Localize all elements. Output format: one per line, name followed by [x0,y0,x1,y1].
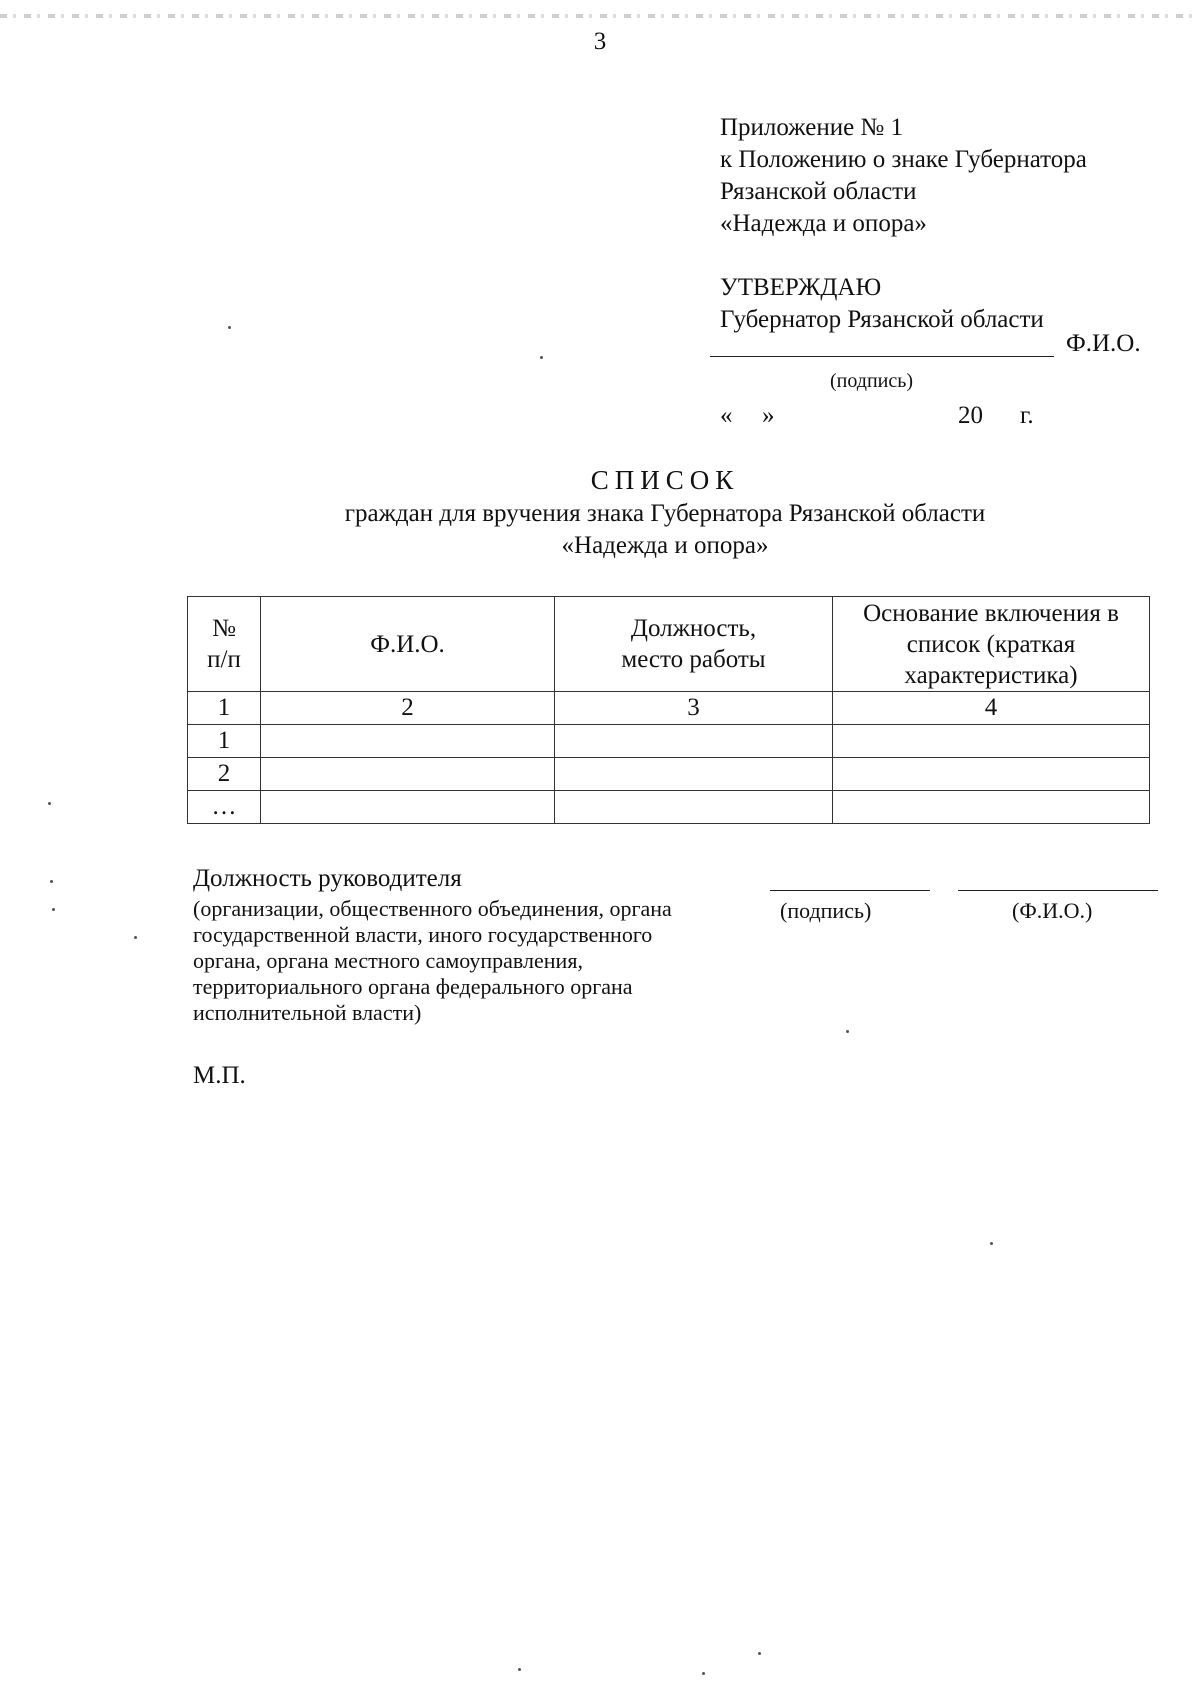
header-text: № п/п [207,615,241,673]
date-open-quote: « [720,402,733,429]
scan-speck [52,908,55,911]
annex-line: к Положению о знаке Губернатора [720,146,1087,173]
table-cell[interactable] [833,758,1150,791]
table-header-row [188,597,1150,692]
head-position-description [193,896,672,1026]
scan-edge-artifact [0,14,1200,18]
table-cell[interactable] [833,791,1150,824]
head-fio-line[interactable] [958,890,1158,891]
description-line: (организации, общественного объединения, органа [193,896,672,921]
table-cell: 3 [555,692,833,725]
scan-speck [48,802,51,805]
scan-speck [134,936,137,939]
head-signature-line[interactable] [770,890,930,891]
column-header-position [555,597,833,692]
head-position-title: Должность руководителя [193,865,462,892]
scan-speck [540,356,543,359]
table-column-number-row [188,692,1150,725]
description-line: государственной власти, иного государственного [193,922,653,947]
table-cell[interactable] [555,725,833,758]
approve-word: УТВЕРЖДАЮ [720,274,882,301]
table-cell: 2 [261,692,555,725]
header-text: Основание включения в список (краткая характеристика) [863,599,1119,689]
table-row [188,725,1150,758]
date-year-prefix: 20 [958,402,983,429]
table-cell: … [188,791,261,824]
description-line: органа, органа местного самоуправления, [193,948,583,973]
approval-signature-line[interactable] [710,356,1054,357]
citizens-list-table [187,596,1150,824]
document-subtitle-line: «Надежда и опора» [561,532,769,559]
table-cell: 1 [188,725,261,758]
table-cell: 4 [833,692,1150,725]
date-close-quote: » [762,402,775,429]
annex-block [720,112,1087,240]
annex-line: «Надежда и опора» [720,210,927,237]
table-row [188,758,1150,791]
approval-signature-caption: (подпись) [830,370,914,392]
scan-speck [846,1030,849,1033]
table-cell[interactable] [261,758,555,791]
column-header-fio [261,597,555,692]
approver-position: Губернатор Рязанской области [720,306,1044,333]
annex-line: Приложение № 1 [720,114,904,141]
scan-speck [50,880,53,883]
header-text: Должность, место работы [621,615,766,673]
table-cell[interactable] [261,791,555,824]
scan-speck [758,1652,761,1655]
table-cell[interactable] [555,758,833,791]
document-title-block [0,462,1200,562]
scan-speck [518,1668,521,1671]
table-cell[interactable] [555,791,833,824]
column-header-reason [833,597,1150,692]
head-signature-caption: (подпись) [780,898,872,923]
approver-fio: Ф.И.О. [1066,330,1141,357]
scan-speck [228,326,231,329]
header-text: Ф.И.О. [370,630,445,658]
approval-block [720,272,1150,336]
table-cell: 1 [188,692,261,725]
column-header-number [188,597,261,692]
description-line: территориального органа федерального органа [193,974,633,999]
description-line: исполнительной власти) [193,1000,422,1025]
approval-date-row [720,402,1150,436]
stamp-place: М.П. [193,1062,246,1089]
table-cell[interactable] [261,725,555,758]
scan-speck [702,1672,705,1675]
head-fio-caption: (Ф.И.О.) [1012,898,1093,923]
table-cell[interactable] [833,725,1150,758]
document-subtitle-line: граждан для вручения знака Губернатора Рязанской области [344,500,986,527]
document-heading: СПИСОК [590,465,740,495]
date-year-suffix: г. [1020,402,1034,429]
page-number: 3 [593,28,607,55]
scan-speck [990,1242,993,1245]
annex-line: Рязанской области [720,178,917,205]
table-cell: 2 [188,758,261,791]
approval-signature-row [710,330,1150,364]
table-row [188,791,1150,824]
